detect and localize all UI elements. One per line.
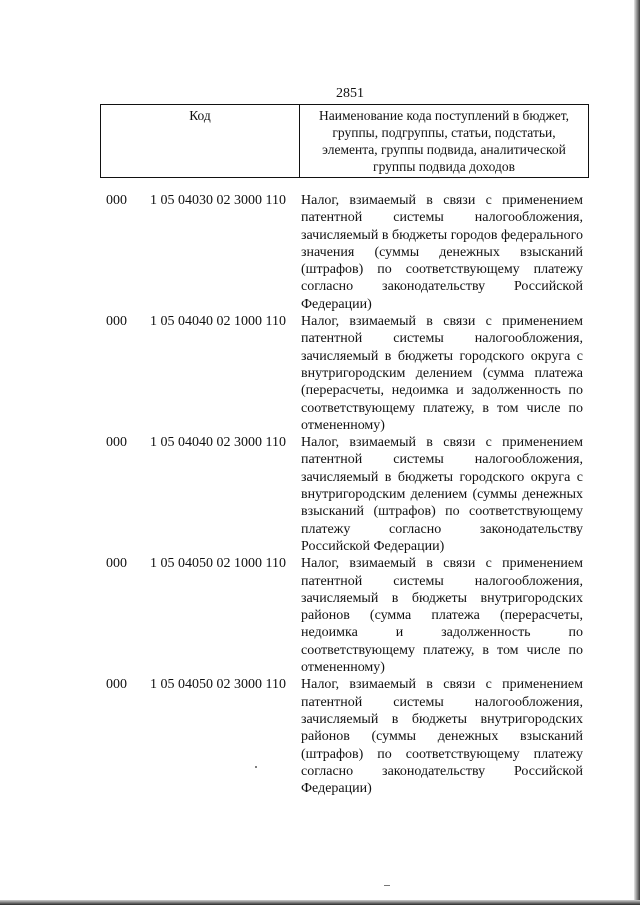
scan-speck [255,766,257,768]
budget-code: 1 05 04050 02 1000 110 [150,556,286,572]
code-description: Налог, взимаемый в связи с применением патентной системы налогообложения, зачисляемый в бюджеты городского округа с внутригородским делением (суммы денежных взысканий (штрафов) по соответствующему платежу согласно законодательству Российской Федерации) [301,435,583,554]
budget-code: 1 05 04040 02 1000 110 [150,314,286,330]
header-table [100,104,589,178]
budget-code: 1 05 04050 02 3000 110 [150,677,286,693]
code-description: Налог, взимаемый в связи с применением патентной системы налогообложения, зачисляемый в бюджеты городов федерального значения (суммы денежных взысканий (штрафов) по соответствующему платежу согласно законодательству Российской Федерации) [301,193,583,312]
admin-code: 000 [106,314,127,330]
code-description: Налог, взимаемый в связи с применением патентной системы налогообложения, зачисляемый в бюджеты городского округа с внутригородским делением (сумма платежа (перерасчеты, недоимка и задолженность по соответствующему платежу, в том числе по отмененному) [301,314,583,433]
page-number: 2851 [336,86,364,101]
admin-code: 000 [106,193,127,208]
budget-code: 1 05 04040 02 3000 110 [150,435,286,451]
table-row [106,434,590,555]
admin-code: 000 [106,677,127,693]
scan-speck [384,885,390,886]
table-row [106,192,590,313]
table-row [106,676,590,797]
code-description: Налог, взимаемый в связи с применением патентной системы налогообложения, зачисляемый в бюджеты внутригородских районов (суммы денежных взысканий (штрафов) по соответствующему платежу согласно законодательству Российской Федерации) [301,677,583,797]
scan-edge-right [634,0,640,905]
header-name: Наименование кода поступлений в бюджет, группы, подгруппы, статьи, подстатьи, элемента, группы подвида, аналитической группы подвида доходов [300,105,589,178]
admin-code: 000 [106,435,127,451]
admin-code: 000 [106,556,127,572]
income-codes-list [106,192,590,797]
header-code: Код [101,105,300,178]
header-row [101,105,589,178]
table-row [106,313,590,434]
budget-code: 1 05 04030 02 3000 110 [150,193,286,208]
code-description: Налог, взимаемый в связи с применением патентной системы налогообложения, зачисляемый в бюджеты внутригородских районов (сумма платежа (перерасчеты, недоимка и задолженность по соответствующему платежу, в том числе по отмененному) [301,556,583,676]
table-row [106,555,590,676]
scan-edge-bottom [0,900,640,905]
